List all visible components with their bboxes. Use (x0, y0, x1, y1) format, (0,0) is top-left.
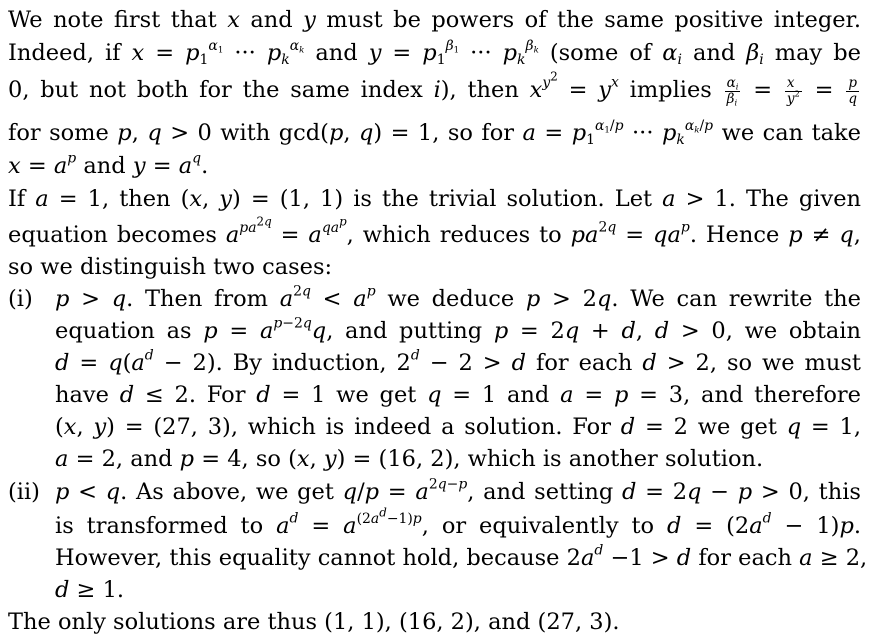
text-line-6: If a = 1, then (x, y) = (1, 1) is the trivial solution. Let a > 1. The given (8, 186, 862, 212)
case-label-ii: (ii) (8, 479, 40, 505)
text-line-1: We note first that x and y must be powers of the same positive integer. (8, 7, 861, 33)
text-line-13: (x, y) = (27, 3), which is indeed a solution. For d = 2 we get q = 1, (55, 414, 862, 440)
text-line-12: have d ≤ 2. For d = 1 we get q = 1 and a = p = 3, and therefore (55, 382, 861, 408)
text-line-15: p < q. As above, we get $q/p = a^{2q-p}$, and setting d = 2q − p > 0, this (55, 476, 861, 505)
text-line-17: However, this equality cannot hold, because $2a^d -1 > d$ for each a ≥ 2, (55, 542, 868, 571)
text-line-14: a = 2, and p = 4, so (x, y) = (16, 2), which is another solution. (55, 446, 764, 472)
text-line-9: p > q. Then from $a^{2q} < a^p$ we deduce p > 2q. We can rewrite the (55, 283, 861, 312)
text-line-8: so we distinguish two cases: (8, 254, 333, 280)
case-label-i: (i) (8, 286, 33, 312)
text-line-7: equation becomes $a^{pa^{2q}} = a^{qa^p}$, which reduces to $pa^{2q} = qa^p$. Hence p ≠ q, (8, 214, 861, 248)
conclusion-line: The only solutions are thus (1, 1), (16, 2), and (27, 3). (8, 609, 620, 635)
text-line-5: $x = a^p$ and $y = a^q$. (8, 150, 209, 179)
text-line-2: Indeed, if $x = p_1^{\alpha_1}$ ··· $p_k^{\alpha_k}$ and $y = p_1^{\beta_1}$ ··· $p_k^{\beta_k}$ (some of $\alpha_i$ and $\beta_i$ may be (8, 37, 861, 69)
text-line-18: d ≥ 1. (55, 577, 125, 603)
text-line-16: is transformed to $a^d = a^{(2a^d-1)p}$, or equivalently to $d = (2a^d - 1)p$. (55, 505, 861, 539)
text-line-11: $d = q(a^d - 2)$. By induction, $2^d - 2 > d$ for each d > 2, so we must (55, 347, 861, 376)
text-line-10: equation as $p = a^{p-2q}q$, and putting p = 2q + d, d > 0, we obtain (55, 315, 861, 344)
text-line-3: 0, but not both for the same index i), then $x^{y^2} = y^x$ implies $\frac{\alpha_i}{\beta_i}$ = $\frac{x}{y^2}$ = $\frac{p}{q}$ (8, 69, 857, 107)
text-line-4: for some p, q > 0 with gcd(p, q) = 1, so for $a = p_1^{\alpha_1/p}$ ··· $p_k^{\alpha_k/p}$ we can take (8, 117, 861, 149)
